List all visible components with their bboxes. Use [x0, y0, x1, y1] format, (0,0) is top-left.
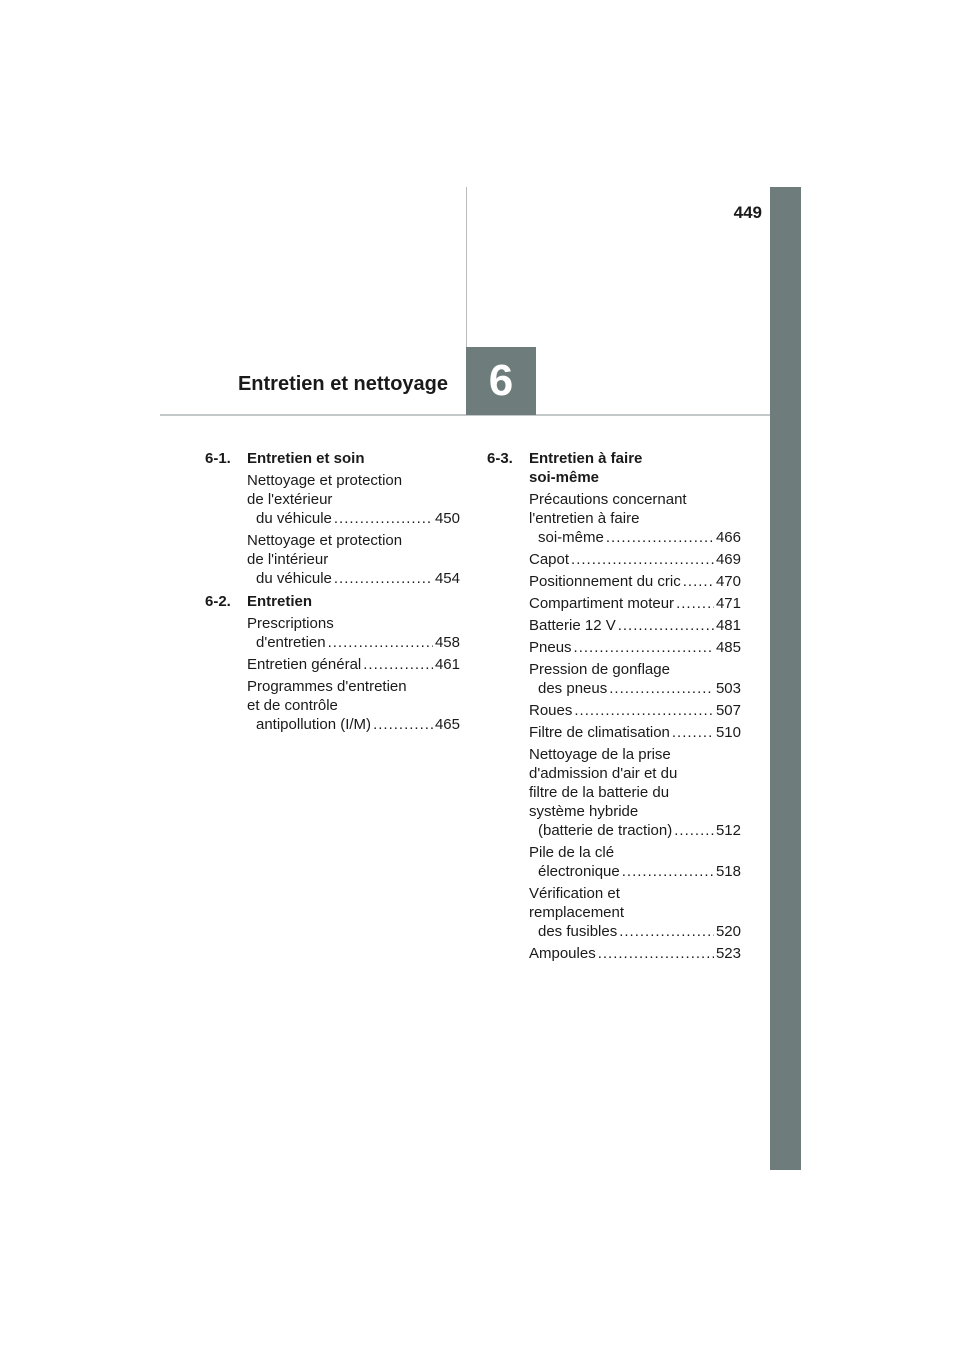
entry-last-line [529, 616, 741, 635]
entry-page-number: 450 [434, 510, 460, 527]
toc-entry[interactable] [529, 550, 741, 569]
entry-text-line: Pression de gonflage [529, 661, 670, 678]
entry-text-line: Compartiment moteur [529, 595, 675, 612]
section-number: 6-3. [487, 450, 513, 467]
dot-leader [618, 616, 714, 635]
entry-last-line [538, 922, 741, 941]
entry-page-number: 520 [715, 923, 741, 940]
toc-entry[interactable] [529, 572, 741, 591]
section-title [247, 449, 460, 468]
dot-leader [328, 633, 433, 652]
entry-last-line [256, 633, 460, 652]
dot-leader [609, 679, 714, 698]
section-heading [205, 449, 460, 468]
dot-leader [574, 701, 714, 720]
toc-entry[interactable] [529, 723, 741, 742]
entry-page-number: 512 [715, 822, 741, 839]
chapter-number-box: 6 [466, 347, 536, 415]
section-title [247, 592, 460, 611]
entry-text-line: l'entretien à faire [529, 510, 640, 527]
entry-last-line [529, 594, 741, 613]
entry-text-line: Pile de la clé [529, 844, 615, 861]
toc-section [487, 449, 741, 963]
entry-last-line [529, 572, 741, 591]
entry-text-line: Roues [529, 702, 573, 719]
toc-entry[interactable] [529, 638, 741, 657]
toc-column-left [205, 449, 460, 738]
toc-entry[interactable] [529, 745, 741, 840]
entry-page-number: 469 [715, 551, 741, 568]
entry-text-line: et de contrôle [247, 697, 338, 714]
dot-leader [676, 594, 714, 613]
entry-last-line [529, 701, 741, 720]
dot-leader [574, 638, 714, 657]
dot-leader [598, 944, 714, 963]
entry-text-line: des pneus [538, 680, 608, 697]
toc-entry[interactable] [529, 616, 741, 635]
entry-text-line: soi-même [538, 529, 604, 546]
entry-last-line [538, 862, 741, 881]
dot-leader [606, 528, 714, 547]
dot-leader [674, 821, 714, 840]
entry-page-number: 458 [434, 634, 460, 651]
entry-text-line: de l'extérieur [247, 491, 333, 508]
entry-text-line: électronique [538, 863, 620, 880]
section-title-line: Entretien [247, 593, 313, 610]
entry-last-line [538, 528, 741, 547]
entry-text-line: Ampoules [529, 945, 596, 962]
toc-entry[interactable] [247, 614, 460, 652]
entry-page-number: 507 [715, 702, 741, 719]
entry-text-line: Prescriptions [247, 615, 334, 632]
entry-text-line: Programmes d'entretien [247, 678, 407, 695]
section-number: 6-1. [205, 450, 231, 467]
toc-entry[interactable] [529, 594, 741, 613]
section-title-line: Entretien et soin [247, 450, 365, 467]
entry-text-line: d'admission d'air et du [529, 765, 678, 782]
dot-leader [363, 655, 433, 674]
dot-leader [334, 509, 433, 528]
entry-last-line [529, 550, 741, 569]
entry-text-line: antipollution (I/M) [256, 716, 372, 733]
entry-text-line: Pneus [529, 639, 572, 656]
entry-page-number: 465 [434, 716, 460, 733]
entry-page-number: 470 [715, 573, 741, 590]
entry-text-line: Nettoyage et protection [247, 472, 403, 489]
toc-entry[interactable] [529, 660, 741, 698]
entry-text-line: de l'intérieur [247, 551, 329, 568]
entry-text-line: du véhicule [256, 570, 332, 587]
toc-entry[interactable] [529, 843, 741, 881]
toc-section [205, 592, 460, 734]
entry-text-line: du véhicule [256, 510, 332, 527]
toc-entry[interactable] [247, 531, 460, 588]
section-title [529, 449, 741, 487]
entry-last-line [529, 638, 741, 657]
entry-text-line: Précautions concernant [529, 491, 687, 508]
entry-last-line [538, 821, 741, 840]
entry-page-number: 481 [715, 617, 741, 634]
entry-last-line [529, 944, 741, 963]
section-title-line: Entretien à faire [529, 450, 643, 467]
dot-leader [683, 572, 714, 591]
section-heading [205, 592, 460, 611]
entry-last-line [256, 569, 460, 588]
entry-page-number: 454 [434, 570, 460, 587]
entry-last-line [256, 509, 460, 528]
entry-text-line: Positionnement du cric [529, 573, 681, 590]
toc-entry[interactable] [247, 677, 460, 734]
entry-text-line: remplacement [529, 904, 625, 921]
entry-page-number: 461 [434, 656, 460, 673]
dot-leader [334, 569, 433, 588]
dot-leader [619, 922, 714, 941]
entry-text-line: (batterie de traction) [538, 822, 673, 839]
entry-text-line: Batterie 12 V [529, 617, 616, 634]
section-title-line: soi-même [529, 469, 600, 486]
section-heading [487, 449, 741, 487]
dot-leader [672, 723, 714, 742]
page-number: 449 [733, 203, 762, 222]
entry-text-line: Entretien général [247, 656, 362, 673]
vertical-divider [466, 187, 467, 347]
section-number: 6-2. [205, 593, 231, 610]
entry-page-number: 503 [715, 680, 741, 697]
entry-page-number: 466 [715, 529, 741, 546]
chapter-side-tab [770, 187, 801, 1170]
entry-text-line: système hybride [529, 803, 639, 820]
toc-entry[interactable] [247, 471, 460, 528]
entry-last-line [538, 679, 741, 698]
entry-last-line [247, 655, 460, 674]
entry-text-line: filtre de la batterie du [529, 784, 670, 801]
entry-text-line: d'entretien [256, 634, 326, 651]
toc-entry[interactable] [529, 490, 741, 547]
entry-last-line [529, 723, 741, 742]
entry-text-line: Vérification et [529, 885, 620, 902]
entry-page-number: 485 [715, 639, 741, 656]
dot-leader [373, 715, 433, 734]
entry-text-line: Nettoyage de la prise [529, 746, 671, 763]
entry-page-number: 510 [715, 724, 741, 741]
dot-leader [571, 550, 714, 569]
entry-text-line: Nettoyage et protection [247, 532, 403, 549]
toc-column-right [487, 449, 741, 967]
toc-entry[interactable] [529, 944, 741, 963]
entry-text-line: des fusibles [538, 923, 618, 940]
chapter-title: Entretien et nettoyage [237, 373, 448, 395]
header-rule [160, 414, 770, 416]
toc-section [205, 449, 460, 588]
entry-page-number: 518 [715, 863, 741, 880]
dot-leader [622, 862, 714, 881]
entry-page-number: 471 [715, 595, 741, 612]
toc-entry[interactable] [247, 655, 460, 674]
entry-text-line: Filtre de climatisation [529, 724, 670, 741]
entry-last-line [256, 715, 460, 734]
toc-entry[interactable] [529, 701, 741, 720]
entry-page-number: 523 [715, 945, 741, 962]
toc-entry[interactable] [529, 884, 741, 941]
entry-text-line: Capot [529, 551, 570, 568]
